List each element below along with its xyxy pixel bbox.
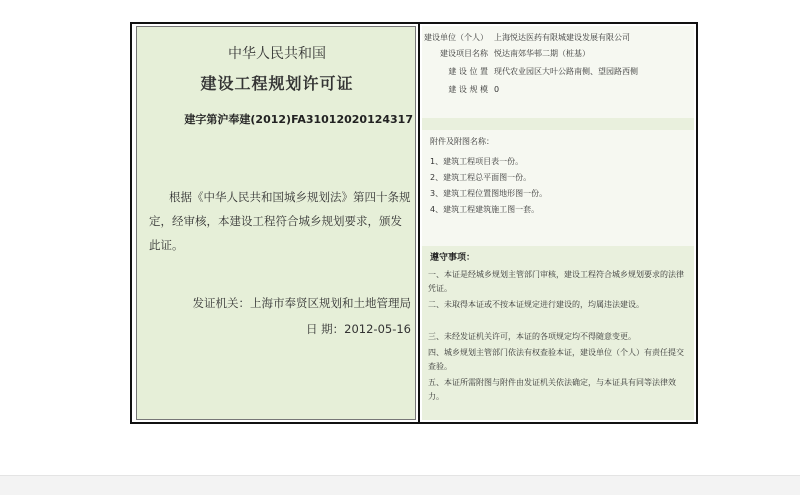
permit-right-panel <box>422 26 694 420</box>
permit-title: 建设工程规划许可证 <box>200 74 354 93</box>
notice-title: 遵守事项： <box>430 253 476 263</box>
attachment-item: 4、建筑工程建筑施工图一套。 <box>430 205 540 214</box>
permit-document <box>130 22 698 424</box>
attachment-item: 1、建筑工程项目表一份。 <box>430 157 524 166</box>
permit-number: 建字第沪奉建(2012)FA31012020124317 <box>184 113 413 126</box>
info-label: 建 设 位 置 <box>448 67 488 76</box>
permit-left-panel <box>136 26 416 420</box>
attachment-item: 2、建筑工程总平面图一份。 <box>430 173 532 182</box>
info-row <box>414 66 638 77</box>
info-value: 上海悦达医药有限城建设发展有限公司 <box>494 33 630 42</box>
info-label: 建设单位（个人） <box>424 33 488 42</box>
notice-item: 三、未经发证机关许可，本证的各项规定均不得随意变更。 <box>428 332 636 341</box>
info-row <box>414 32 630 43</box>
attachment-item: 3、建筑工程位置图地形图一份。 <box>430 189 548 198</box>
notice-item: 四、城乡规划主管部门依法有权查验本证，建设单位（个人）有责任提交查验。 <box>428 348 684 371</box>
project-info-box <box>422 26 694 118</box>
notice-item: 二、未取得本证或不按本证规定进行建设的，均属违法建设。 <box>428 300 644 309</box>
issuing-authority: 发证机关：上海市奉贤区规划和土地管理局 <box>192 296 411 310</box>
notice-item: 五、本证所需附图与附件由发证机关依法确定，与本证具有同等法律效力。 <box>428 378 676 401</box>
info-label: 建 设 规 模 <box>448 85 488 94</box>
info-value: 现代农业园区大叶公路南侧、望园路西侧 <box>494 67 638 76</box>
attachments-box <box>422 130 694 246</box>
bottom-bar <box>0 475 800 495</box>
info-value: 0 <box>494 85 500 94</box>
info-row <box>414 84 499 95</box>
issue-date: 日 期：2012-05-16 <box>306 322 411 336</box>
permit-body-text: 根据《中华人民共和国城乡规划法》第四十条规定，经审核，本建设工程符合城乡规划要求，颁发此证。 <box>149 190 411 252</box>
attachments-title: 附件及附图名称： <box>430 137 494 146</box>
notice-item: 一、本证是经城乡规划主管部门审核，建设工程符合城乡规划要求的法律凭证。 <box>428 270 684 293</box>
info-row <box>414 48 590 59</box>
info-label: 建设项目名称 <box>440 49 488 58</box>
info-value: 悦达南郊华邨二期（桩基） <box>494 49 590 58</box>
country-name: 中华人民共和国 <box>228 46 326 62</box>
